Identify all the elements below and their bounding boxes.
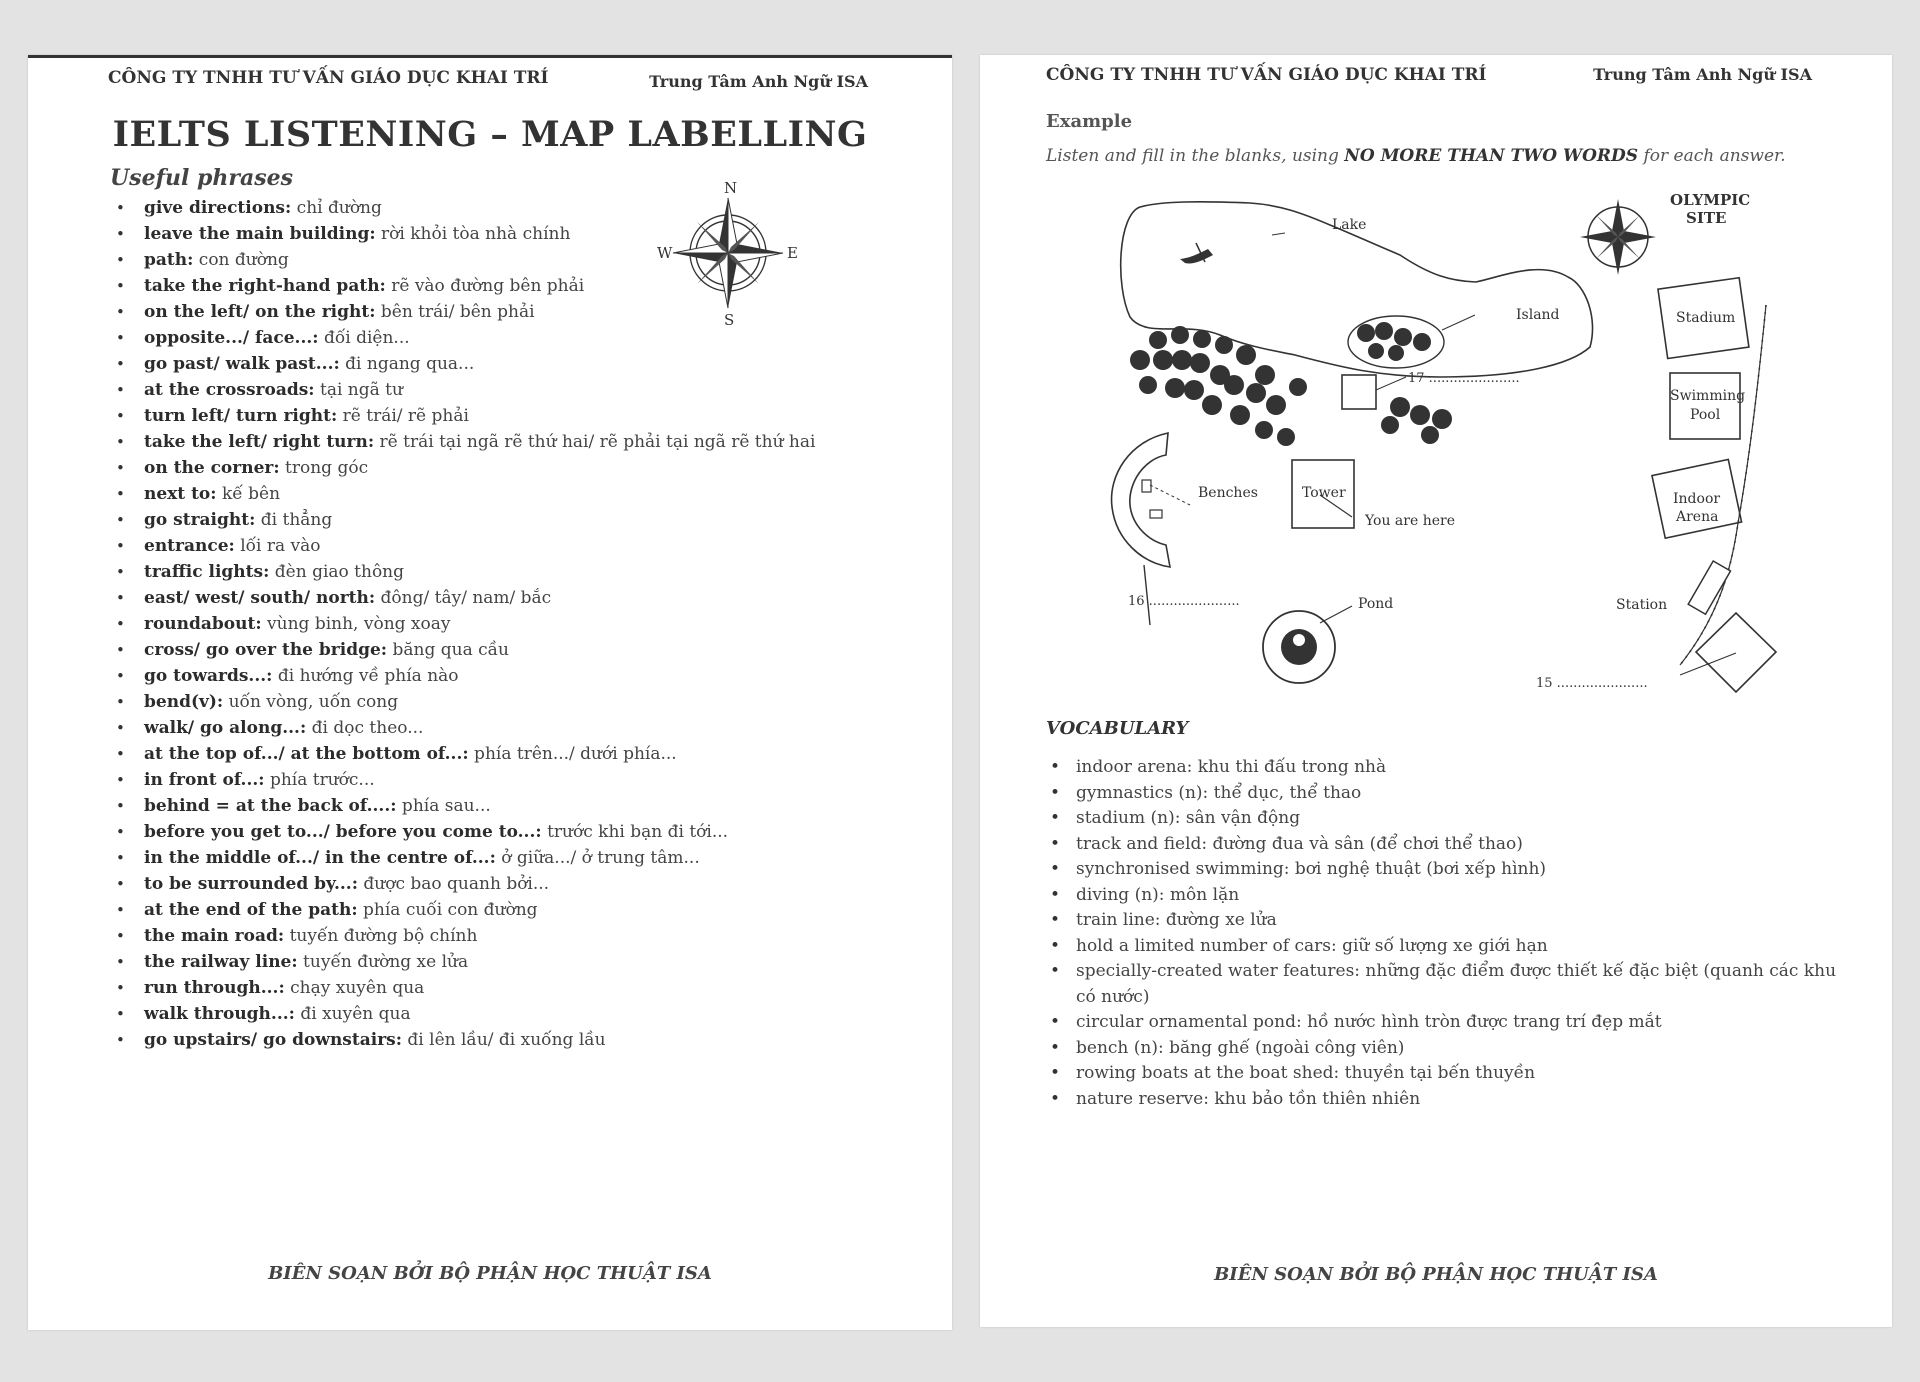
phrase-term: give directions: xyxy=(144,198,292,218)
phrase-meaning: chạy xuyên qua xyxy=(284,978,425,998)
phrase-term: leave the main building: xyxy=(144,224,376,244)
phrase-meaning: tuyến đường bộ chính xyxy=(284,926,478,946)
phrase-item xyxy=(116,741,856,767)
header-company: CÔNG TY TNHH TƯ VẤN GIÁO DỤC KHAI TRÍ xyxy=(1046,65,1487,85)
site-label-2: SITE xyxy=(1686,209,1727,227)
phrase-meaning: tuyến đường xe lửa xyxy=(297,952,469,972)
phrase-item xyxy=(116,481,856,507)
page-title: IELTS LISTENING – MAP LABELLING xyxy=(112,114,868,155)
question-15: 15 ...................... xyxy=(1536,676,1648,691)
benches-area xyxy=(1112,433,1170,567)
phrase-item xyxy=(116,299,856,325)
phrase-term: run through...: xyxy=(144,978,285,998)
phrase-item xyxy=(116,377,856,403)
phrase-meaning: phía trên.../ dưới phía... xyxy=(468,744,677,764)
vocab-item: • bench (n): băng ghế (ngoài công viên) xyxy=(1050,1036,1850,1062)
vocab-item: • nature reserve: khu bảo tồn thiên nhiên xyxy=(1050,1087,1850,1113)
phrase-term: behind = at the back of....: xyxy=(144,796,397,816)
phrase-item xyxy=(116,715,856,741)
phrase-term: in the middle of.../ in the centre of...: xyxy=(144,848,496,868)
compass-n: N xyxy=(724,179,738,197)
phrase-meaning: đi xuyên qua xyxy=(294,1004,411,1024)
phrase-meaning: tại ngã tư xyxy=(314,380,403,400)
phrase-meaning: con đường xyxy=(193,250,289,270)
phrase-item xyxy=(116,1027,856,1053)
diamond-15 xyxy=(1696,613,1776,692)
phrase-meaning: trước khi bạn đi tới... xyxy=(541,822,729,842)
instruction-pre: Listen and fill in the blanks, using xyxy=(1046,146,1345,166)
phrase-term: go towards...: xyxy=(144,666,273,686)
phrase-item xyxy=(116,663,856,689)
lake-label: Lake xyxy=(1332,217,1367,233)
header-company: CÔNG TY TNHH TƯ VẤN GIÁO DỤC KHAI TRÍ xyxy=(108,68,549,88)
phrase-term: cross/ go over the bridge: xyxy=(144,640,388,660)
station-building xyxy=(1688,561,1730,614)
instruction-post: for each answer. xyxy=(1638,146,1786,166)
phrases-list xyxy=(116,195,856,1053)
phrase-term: on the corner: xyxy=(144,458,280,478)
phrase-meaning: đi lên lầu/ đi xuống lầu xyxy=(402,1030,606,1050)
footer: BIÊN SOẠN BỞI BỘ PHẬN HỌC THUẬT ISA xyxy=(268,1263,712,1284)
phrase-item xyxy=(116,429,856,455)
phrase-term: next to: xyxy=(144,484,217,504)
phrase-item xyxy=(116,559,856,585)
trees xyxy=(1130,322,1452,446)
vocab-item: • train line: đường xe lửa xyxy=(1050,908,1850,934)
phrase-item xyxy=(116,845,856,871)
vocab-item: • track and field: đường đua và sân (để chơi thể thao) xyxy=(1050,832,1850,858)
question-16: 16 ...................... xyxy=(1128,594,1240,609)
vocabulary-list xyxy=(1050,755,1850,1112)
olympic-site-map xyxy=(980,55,1892,715)
phrase-meaning: uốn vòng, uốn cong xyxy=(223,692,399,712)
phrase-item xyxy=(116,325,856,351)
phrase-term: at the crossroads: xyxy=(144,380,315,400)
phrase-term: opposite.../ face...: xyxy=(144,328,319,348)
phrase-item xyxy=(116,923,856,949)
phrase-meaning: phía trước... xyxy=(264,770,375,790)
island-label: Island xyxy=(1516,307,1560,323)
phrase-meaning: lối ra vào xyxy=(234,536,321,556)
vocab-item: • diving (n): môn lặn xyxy=(1050,883,1850,909)
vocab-item: • hold a limited number of cars: giữ số lượng xe giới hạn xyxy=(1050,934,1850,960)
phrase-term: walk through...: xyxy=(144,1004,295,1024)
phrase-item xyxy=(116,975,856,1001)
phrase-item xyxy=(116,689,856,715)
phrase-meaning: được bao quanh bởi... xyxy=(358,874,550,894)
phrase-meaning: ở giữa.../ ở trung tâm... xyxy=(495,848,700,868)
phrase-item xyxy=(116,533,856,559)
phrase-term: the main road: xyxy=(144,926,285,946)
phrase-term: traffic lights: xyxy=(144,562,270,582)
phrase-item xyxy=(116,949,856,975)
phrase-item xyxy=(116,897,856,923)
question-17: 17 ...................... xyxy=(1408,371,1520,386)
compass-s: S xyxy=(724,311,735,328)
swimming-pool-building xyxy=(1670,373,1740,439)
swimming-label-1: Swimming xyxy=(1670,388,1746,404)
phrase-term: at the top of.../ at the bottom of...: xyxy=(144,744,469,764)
phrase-item xyxy=(116,585,856,611)
phrase-meaning: bên trái/ bên phải xyxy=(375,302,535,322)
square-17 xyxy=(1342,375,1376,409)
you-are-here-label: You are here xyxy=(1365,513,1455,529)
phrase-meaning: đi dọc theo... xyxy=(306,718,424,738)
phrase-term: take the right-hand path: xyxy=(144,276,386,296)
phrase-term: on the left/ on the right: xyxy=(144,302,376,322)
phrase-item xyxy=(116,351,856,377)
phrase-meaning: trong góc xyxy=(279,458,369,478)
phrase-item xyxy=(116,871,856,897)
vocab-item: • indoor arena: khu thi đấu trong nhà xyxy=(1050,755,1850,781)
boat-icon xyxy=(1180,243,1213,264)
phrase-term: before you get to.../ before you come to...: xyxy=(144,822,542,842)
vocabulary-title: VOCABULARY xyxy=(1046,718,1189,739)
phrase-meaning: đi hướng về phía nào xyxy=(272,666,459,686)
phrase-meaning: kế bên xyxy=(216,484,281,504)
phrase-meaning: rời khỏi tòa nhà chính xyxy=(375,224,571,244)
phrase-term: east/ west/ south/ north: xyxy=(144,588,376,608)
compass-e: E xyxy=(787,244,798,262)
phrase-meaning: đông/ tây/ nam/ bắc xyxy=(375,588,552,608)
vocab-item: • rowing boats at the boat shed: thuyền tại bến thuyền xyxy=(1050,1061,1850,1087)
phrase-meaning: chỉ đường xyxy=(291,198,382,218)
phrase-meaning: đi ngang qua... xyxy=(339,354,475,374)
phrase-meaning: đèn giao thông xyxy=(269,562,405,582)
phrase-meaning: phía sau... xyxy=(396,796,491,816)
phrase-item xyxy=(116,403,856,429)
header-center: Trung Tâm Anh Ngữ ISA xyxy=(649,72,868,91)
phrase-term: the railway line: xyxy=(144,952,298,972)
instruction-bold: NO MORE THAN TWO WORDS xyxy=(1344,146,1639,166)
phrase-term: walk/ go along...: xyxy=(144,718,307,738)
phrase-term: path: xyxy=(144,250,194,270)
site-label-1: OLYMPIC xyxy=(1670,191,1751,209)
right-page xyxy=(980,55,1892,1327)
tower-label: Tower xyxy=(1302,485,1346,501)
vocab-item: • specially-created water features: những đặc điểm được thiết kế đặc biệt (quanh các khu có nước) xyxy=(1050,959,1850,1010)
phrase-item xyxy=(116,273,856,299)
phrase-meaning: rẽ trái tại ngã rẽ thứ hai/ rẽ phải tại ngã rẽ thứ hai xyxy=(374,432,816,452)
section-subtitle: Useful phrases xyxy=(110,165,294,191)
vocab-item: • gymnastics (n): thể dục, thể thao xyxy=(1050,781,1850,807)
phrase-term: take the left/ right turn: xyxy=(144,432,375,452)
phrase-item xyxy=(116,767,856,793)
footer: BIÊN SOẠN BỞI BỘ PHẬN HỌC THUẬT ISA xyxy=(1214,1264,1658,1285)
header-center: Trung Tâm Anh Ngữ ISA xyxy=(1593,65,1812,84)
stadium-label: Stadium xyxy=(1676,310,1736,326)
phrase-meaning: rẽ trái/ rẽ phải xyxy=(337,406,469,426)
phrase-term: go past/ walk past...: xyxy=(144,354,340,374)
phrase-item xyxy=(116,793,856,819)
indoor-label-2: Arena xyxy=(1676,509,1719,525)
phrase-meaning: vùng binh, vòng xoay xyxy=(261,614,451,634)
phrase-meaning: phía cuối con đường xyxy=(357,900,538,920)
phrase-meaning: rẽ vào đường bên phải xyxy=(385,276,585,296)
pond-label: Pond xyxy=(1358,596,1394,612)
benches-label: Benches xyxy=(1198,485,1258,501)
phrase-term: roundabout: xyxy=(144,614,262,634)
phrase-term: turn left/ turn right: xyxy=(144,406,338,426)
vocab-item: • circular ornamental pond: hồ nước hình tròn được trang trí đẹp mắt xyxy=(1050,1010,1850,1036)
phrase-term: at the end of the path: xyxy=(144,900,358,920)
phrase-item xyxy=(116,247,856,273)
phrase-item xyxy=(116,507,856,533)
phrase-term: bend(v): xyxy=(144,692,224,712)
example-label: Example xyxy=(1046,111,1133,132)
vocab-item: • stadium (n): sân vận động xyxy=(1050,806,1850,832)
phrase-item xyxy=(116,819,856,845)
phrase-meaning: đối diện... xyxy=(318,328,410,348)
phrase-meaning: đi thẳng xyxy=(255,510,333,530)
station-label: Station xyxy=(1616,597,1668,613)
swimming-label-2: Pool xyxy=(1690,407,1721,423)
phrase-item xyxy=(116,221,856,247)
left-page xyxy=(28,55,952,1330)
phrase-term: go straight: xyxy=(144,510,256,530)
phrase-term: to be surrounded by...: xyxy=(144,874,358,894)
phrase-item xyxy=(116,1001,856,1027)
phrase-meaning: băng qua cầu xyxy=(387,640,510,660)
phrase-item xyxy=(116,195,856,221)
phrase-item xyxy=(116,637,856,663)
phrase-term: entrance: xyxy=(144,536,235,556)
phrase-item xyxy=(116,455,856,481)
indoor-label-1: Indoor xyxy=(1673,491,1721,507)
phrase-item xyxy=(116,611,856,637)
phrase-term: in front of...: xyxy=(144,770,265,790)
map-compass-icon xyxy=(1580,199,1656,275)
phrase-term: go upstairs/ go downstairs: xyxy=(144,1030,403,1050)
vocab-item: • synchronised swimming: bơi nghệ thuật (bơi xếp hình) xyxy=(1050,857,1850,883)
compass-w: W xyxy=(657,244,673,262)
